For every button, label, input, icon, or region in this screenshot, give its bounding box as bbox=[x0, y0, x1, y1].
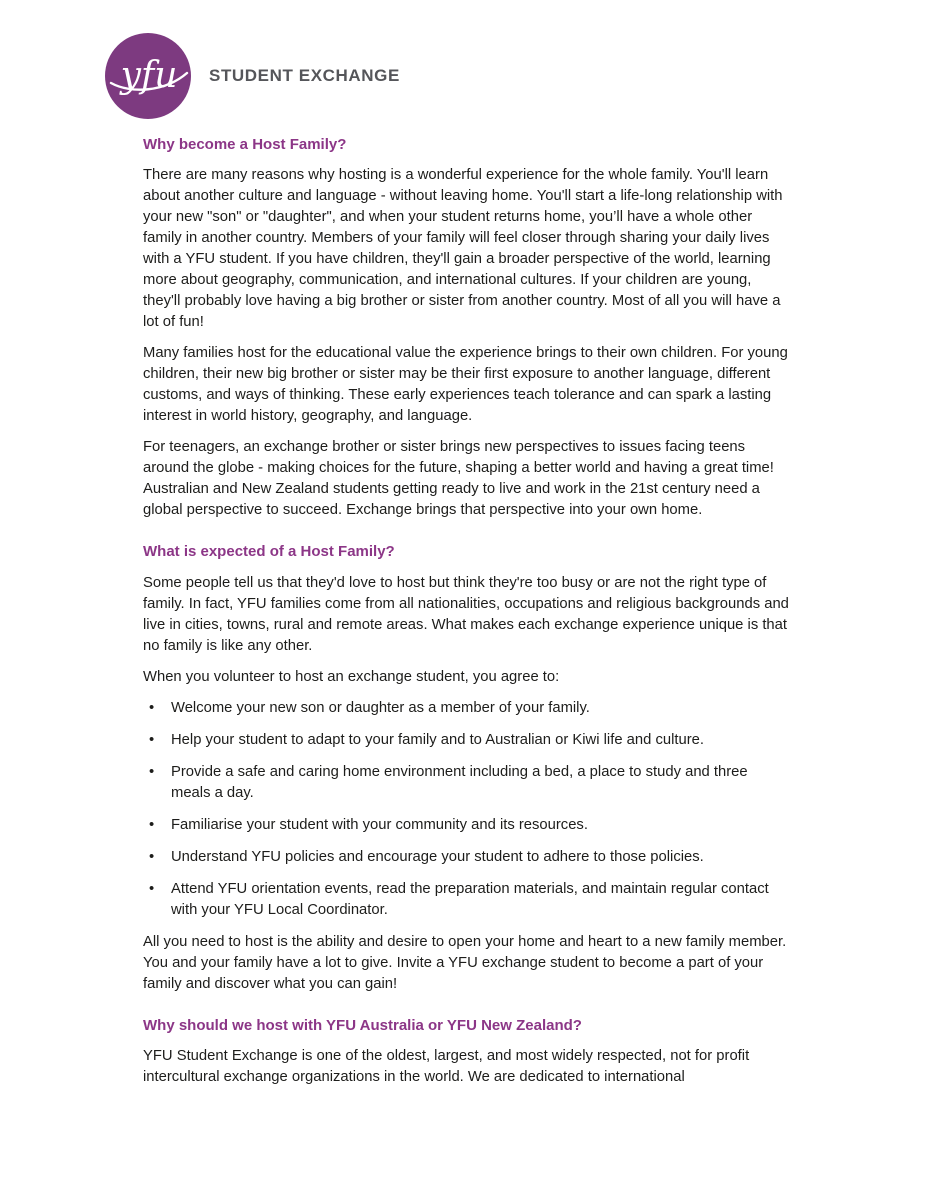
paragraph-agree-to-intro: When you volunteer to host an exchange student, you agree to: bbox=[143, 668, 560, 685]
logo-script-text: yfu bbox=[120, 55, 178, 96]
bullet-text: Attend YFU orientation events, read the preparation materials, and maintain regular contact with your YFU Local Coordinator. bbox=[171, 880, 769, 918]
bullet-orientation bbox=[143, 879, 789, 921]
bullet-help-adapt bbox=[143, 730, 789, 751]
bullet-safe-home bbox=[143, 762, 789, 804]
paragraph-teenagers-perspective: For teenagers, an exchange brother or sister brings new perspectives to issues facing teens around the globe - making choices for the future, shaping a better world and having a great time! Australian and New Zealand students getting ready to live and work in the 21st century need a global perspective to succeed. Exchange brings that perspective into your own home. bbox=[143, 439, 774, 519]
paragraph-all-you-need: All you need to host is the ability and desire to open your home and heart to a new family member. You and your family have a lot to give. Invite a YFU exchange student to become a part of your family and discover what you can gain! bbox=[143, 933, 787, 992]
bullet-text: Understand YFU policies and encourage your student to adhere to those policies. bbox=[171, 848, 704, 865]
paragraph-family-types: Some people tell us that they'd love to host but think they're too busy or are not the right type of family. In fact, YFU families come from all nationalities, occupations and religious backgrounds and live in cities, towns, rural and remote areas. What makes each exchange experience unique is that no family is like any other. bbox=[143, 574, 789, 654]
bullet-text: Help your student to adapt to your family and to Australian or Kiwi life and culture. bbox=[171, 731, 704, 748]
paragraph-educational-value: Many families host for the educational value the experience brings to their own children. For young children, their new big brother or sister may be their first exposure to another language, different customs, and ways of thinking. These early experiences teach tolerance and can spark a lasting interest in world history, geography, and language. bbox=[143, 345, 788, 425]
heading-what-is-expected: What is expected of a Host Family? bbox=[143, 543, 395, 561]
heading-why-become-host-family: Why become a Host Family? bbox=[143, 136, 347, 153]
bullet-text: Welcome your new son or daughter as a member of your family. bbox=[171, 699, 590, 716]
brand-wordmark: STUDENT EXCHANGE bbox=[209, 66, 400, 85]
logo bbox=[0, 0, 927, 119]
bullet-familiarise bbox=[143, 815, 789, 836]
document-body bbox=[143, 119, 789, 1088]
host-commitments-list bbox=[143, 698, 789, 921]
paragraph-yfu-organization: YFU Student Exchange is one of the oldest, largest, and most widely respected, not for profit intercultural exchange organizations in the world. We are dedicated to international bbox=[143, 1047, 750, 1085]
bullet-text: Familiarise your student with your community and its resources. bbox=[171, 816, 588, 833]
paragraph-hosting-benefits: There are many reasons why hosting is a wonderful experience for the whole family. You'll learn about another culture and language - without leaving home. You'll start a life-long relationship with your new "son" or "daughter", and when your student returns home, you’ll have a whole other family in another country. Members of your family will feel closer through sharing your daily lives with a YFU student. If you have children, they'll gain a broader perspective of the world, learning more about geography, communication, and international cultures. If your children are young, they'll probably love having a big brother or sister from another country. Most of all you will have a lot of fun! bbox=[143, 167, 783, 331]
heading-why-host-with-yfu: Why should we host with YFU Australia or YFU New Zealand? bbox=[143, 1016, 582, 1034]
bullet-welcome bbox=[143, 698, 789, 719]
yfu-logo-icon bbox=[105, 33, 191, 119]
bullet-policies bbox=[143, 847, 789, 868]
bullet-text: Provide a safe and caring home environment including a bed, a place to study and three meals a day. bbox=[171, 763, 748, 801]
